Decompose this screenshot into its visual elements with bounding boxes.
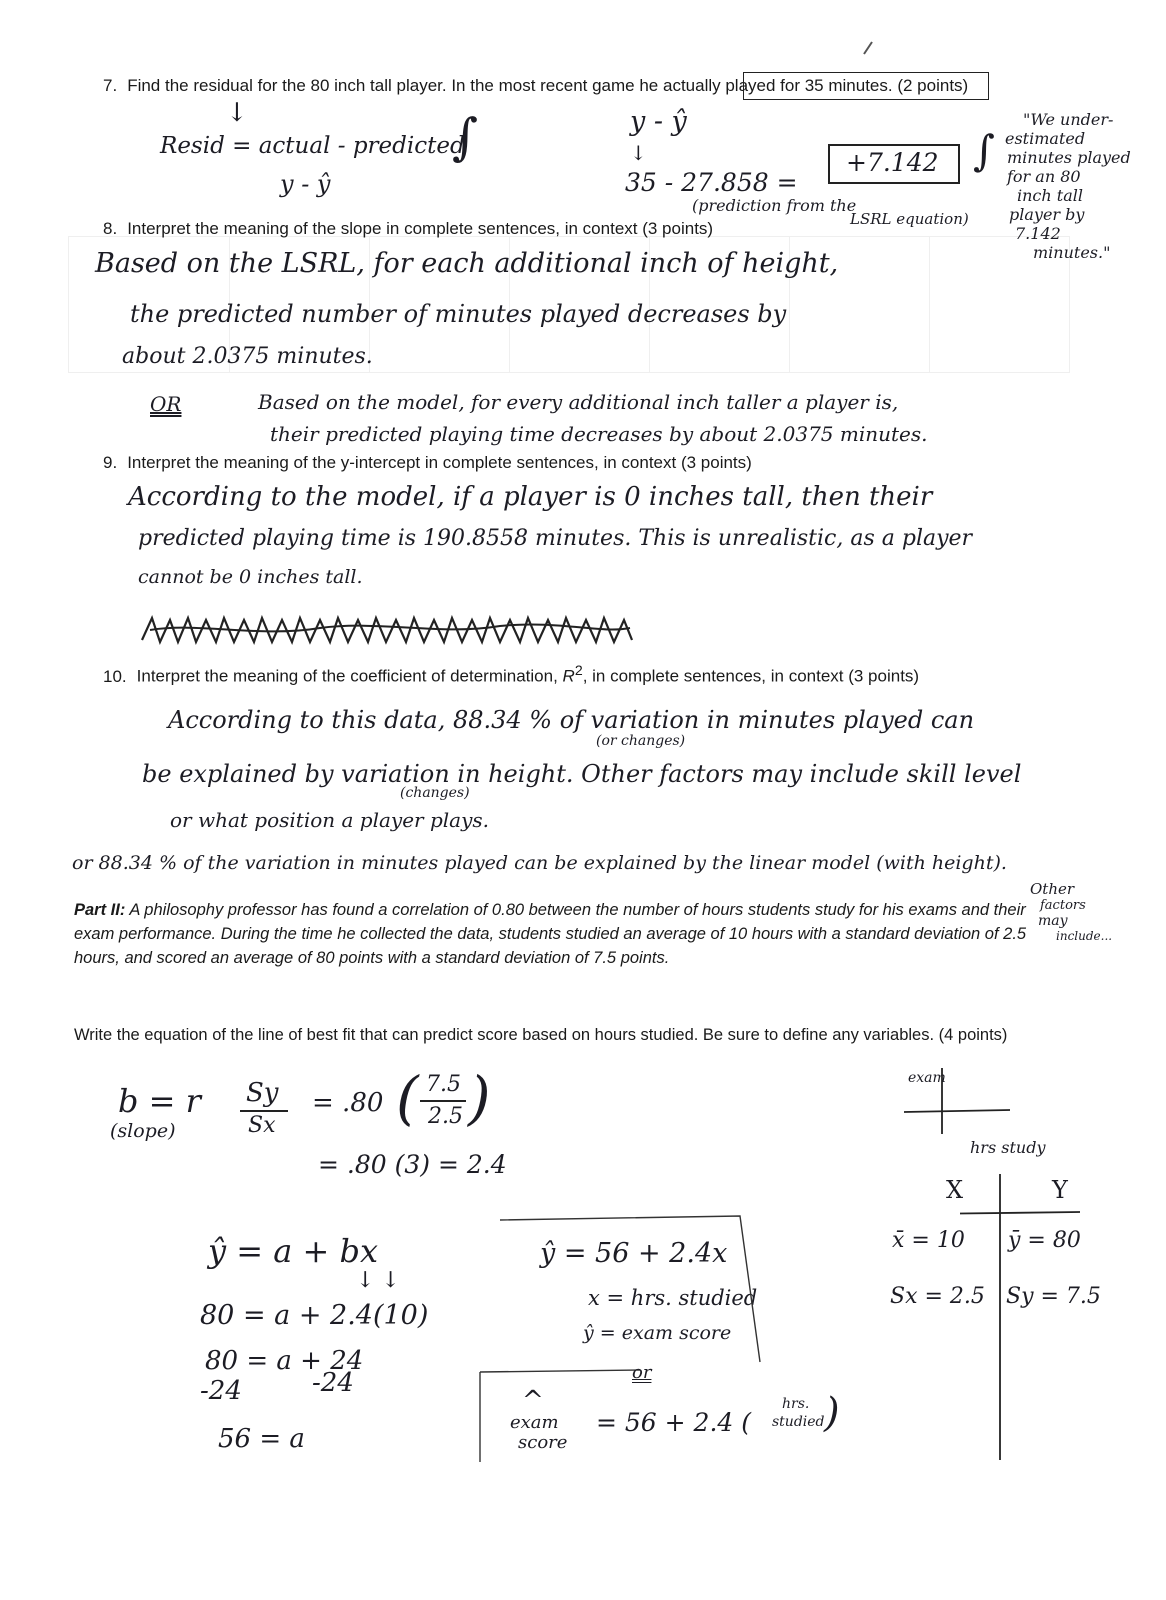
side-note-line: factors: [1040, 898, 1086, 913]
q7-side-note: [1003, 110, 1143, 262]
table-y-header: Y: [1052, 1176, 1068, 1204]
y-definition: ŷ = exam score: [583, 1322, 732, 1344]
r-squared-exponent: 2: [574, 663, 583, 679]
slope-alt-line-2: their predicted playing time decreases by about 2.0375 minutes.: [270, 422, 928, 446]
question-text: Interpret the meaning of the slope in complete sentences, in context (3 points): [127, 219, 714, 238]
side-note-line: "We under-: [1023, 110, 1114, 129]
fraction-bar: [240, 1110, 288, 1112]
alt-equation-close: ): [824, 1390, 840, 1436]
r-squared-symbol: R: [562, 666, 575, 686]
curly-bracket: ∫: [452, 108, 479, 166]
side-note-line: include...: [1056, 929, 1113, 943]
slope-answer-line-1: Based on the LSRL, for each additional inch of height,: [95, 248, 839, 279]
slope-answer-line-3: about 2.0375 minutes.: [122, 344, 373, 369]
side-note-line: minutes.": [1033, 243, 1111, 262]
intercept-answer-line-1: According to the model, if a player is 0 inches tall, then their: [128, 482, 933, 512]
question-number: 8.: [103, 219, 118, 238]
part-two-title: Part II:: [74, 901, 126, 919]
side-note-line: minutes played: [1007, 148, 1131, 167]
fraction-bar-2: [420, 1100, 466, 1102]
alt-equation-paren-1: hrs.: [782, 1396, 810, 1412]
close-paren: ): [468, 1064, 491, 1132]
question-text: Interpret the meaning of the coefficient of determination,: [136, 666, 563, 686]
side-note-line: player by: [1009, 205, 1085, 224]
subtract-right: -24: [312, 1368, 354, 1398]
y-minus-yhat: y - ŷ: [630, 106, 687, 137]
r2-answer-line-2: be explained by variation in height. Other factors may include skill level: [142, 760, 1022, 788]
question-number: 10.: [103, 666, 127, 686]
alt-equation-rhs: = 56 + 2.4 (: [596, 1408, 752, 1437]
scribbled-out-text: [140, 612, 640, 652]
x-definition: x = hrs. studied: [588, 1286, 758, 1310]
question-number: 9.: [103, 453, 118, 472]
question-text: Find the residual for the 80 inch tall player. In the most recent game he actually played for 35 minutes. (2 points): [127, 76, 969, 95]
or-label-2: or: [632, 1362, 652, 1383]
intercept-answer-line-3: cannot be 0 inches tall.: [138, 566, 363, 588]
calc-arrow: ↓: [630, 141, 647, 165]
part-two-intro: [74, 898, 1034, 970]
side-note-line: may: [1038, 913, 1068, 929]
r2-answer-note-2: (changes): [400, 785, 470, 801]
numerator-7-5: 7.5: [426, 1072, 461, 1097]
residual-formula-symbols: y - ŷ: [280, 170, 331, 198]
alt-equation-lhs-2: score: [518, 1432, 568, 1453]
intercept-result: 56 = a: [218, 1424, 305, 1454]
question-text: Interpret the meaning of the y-intercept in complete sentences, in context (3 points): [127, 453, 752, 472]
sy-over-sx-top: Sy: [246, 1078, 279, 1108]
substitution-1: 80 = a + 2.4(10): [200, 1300, 429, 1331]
question-text-end: , in complete sentences, in context (3 points): [582, 666, 920, 686]
part-two-text: A philosophy professor has found a correlation of 0.80 between the number of hours students study for his exams and their exam performance. During the time he collected the data, students studied an average of 10 hours with a standard deviation of 2.5 hours, and scored an average of 80 points with a standard deviation of 7.5 points.: [74, 901, 1027, 967]
sx-value: Sx = 2.5: [890, 1284, 985, 1309]
sy-over-sx-bottom: Sx: [248, 1113, 276, 1138]
alt-equation-hat: ^: [522, 1386, 544, 1416]
pen-mark: [860, 38, 880, 58]
slope-result: = .80 (3) = 2.4: [318, 1150, 507, 1179]
summary-table-lines: [960, 1170, 1090, 1470]
substitution-2: 80 = a + 24: [205, 1346, 364, 1376]
table-x-header: X: [946, 1176, 964, 1204]
side-note-line: for an 80: [1007, 167, 1081, 186]
residual-calculation: 35 - 27.858 =: [625, 168, 798, 197]
side-note-line: inch tall: [1017, 186, 1083, 205]
general-equation: ŷ = a + bx: [208, 1232, 378, 1270]
r2-alternative-answer: or 88.34 % of the variation in minutes played can be explained by the linear model (with height).: [72, 852, 1007, 874]
residual-arrow: ↓: [226, 98, 248, 128]
question-number: 7.: [103, 76, 118, 95]
r2-answer-line-1: According to this data, 88.34 % of variation in minutes played can: [168, 706, 975, 734]
question-9: [103, 453, 752, 473]
question-8: [103, 219, 713, 239]
axis-y-label: exam: [908, 1070, 946, 1086]
slope-alt-line-1: Based on the model, for every additional inch taller a player is,: [258, 390, 899, 414]
or-label: OR: [150, 392, 182, 416]
curly-bracket-2: ∫: [973, 126, 995, 175]
open-paren: (: [396, 1064, 419, 1132]
subtract-left: -24: [200, 1376, 242, 1406]
residual-formula: Resid = actual - predicted: [160, 133, 465, 159]
side-note-line: Other: [1030, 880, 1075, 898]
prediction-note-2: LSRL equation): [850, 210, 969, 228]
y-bar: ȳ = 80: [1008, 1228, 1081, 1253]
slope-formula-label: b = r: [118, 1082, 201, 1120]
side-note-line: estimated: [1005, 129, 1086, 148]
final-equation: ŷ = 56 + 2.4x: [540, 1238, 728, 1269]
sy-value: Sy = 7.5: [1006, 1284, 1101, 1309]
r2-answer-line-3: or what position a player plays.: [170, 808, 489, 832]
denominator-2-5: 2.5: [428, 1104, 463, 1129]
substitution-arrows: ↓ ↓: [356, 1268, 400, 1293]
x-bar: x̄ = 10: [892, 1228, 965, 1253]
q10-side-note: [1028, 880, 1148, 943]
r2-answer-note-1: (or changes): [596, 733, 686, 749]
axis-x-label: hrs study: [970, 1138, 1046, 1157]
intercept-answer-line-2: predicted playing time is 190.8558 minutes. This is unrealistic, as a player: [138, 526, 973, 551]
slope-equals-r: = .80: [312, 1088, 384, 1118]
prediction-note: (prediction from the: [692, 196, 857, 215]
side-note-line: 7.142: [1015, 224, 1061, 243]
question-10: [103, 663, 919, 687]
alt-equation-lhs-1: exam: [510, 1412, 559, 1433]
actual-minutes-box: [743, 72, 989, 100]
slope-note: (slope): [110, 1120, 176, 1142]
alt-equation-paren-2: studied: [772, 1414, 825, 1430]
part-two-question: Write the equation of the line of best fit that can predict score based on hours studied. Be sure to define any variables. (4 points): [74, 1026, 1008, 1044]
residual-result: +7.142: [846, 148, 939, 177]
slope-answer-line-2: the predicted number of minutes played decreases by: [130, 300, 787, 328]
